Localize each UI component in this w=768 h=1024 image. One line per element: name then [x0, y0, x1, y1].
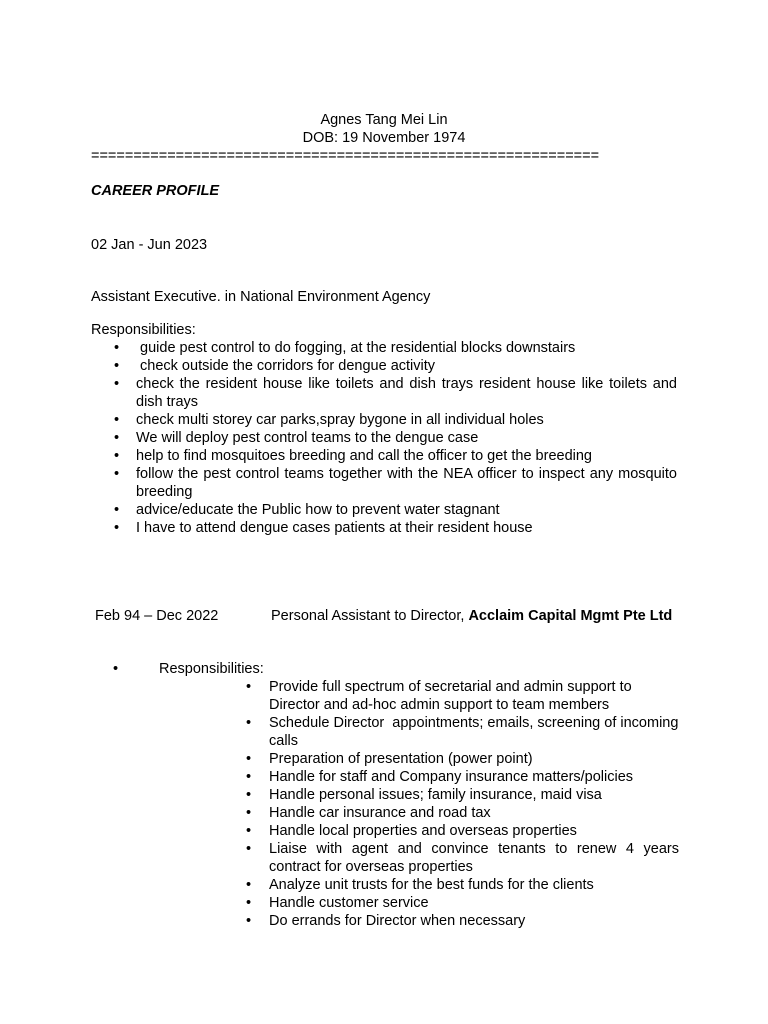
job2-title — [271, 607, 677, 625]
bullet-icon: • — [114, 340, 120, 356]
list-item: • Schedule Director appointments; emails, screening of incoming calls — [246, 715, 683, 749]
list-item: • Handle car insurance and road tax — [246, 805, 491, 821]
header-divider: ============================================================ — [91, 148, 600, 164]
bullet-icon: • — [246, 895, 252, 911]
bullet-icon: • — [114, 358, 120, 374]
list-item: • advice/educate the Public how to prevent water stagnant — [114, 502, 500, 518]
job2-responsibility-list — [246, 678, 683, 930]
bullet-icon: • — [246, 913, 252, 929]
bullet-icon: • — [114, 376, 120, 392]
list-item: • I have to attend dengue cases patients at their resident house — [114, 520, 533, 536]
list-item: • Analyze unit trusts for the best funds for the clients — [246, 877, 594, 893]
list-item: • We will deploy pest control teams to the dengue case — [114, 430, 479, 446]
bullet-icon: • — [246, 877, 252, 893]
bullet-icon: • — [114, 520, 120, 536]
bullet-icon: • — [246, 787, 252, 803]
job1-period: 02 Jan - Jun 2023 — [91, 237, 208, 253]
list-item: • guide pest control to do fogging, at the residential blocks downstairs — [114, 340, 576, 356]
career-profile-heading: CAREER PROFILE — [91, 183, 220, 199]
bullet-icon: • — [114, 466, 120, 482]
list-item: • Handle personal issues; family insurance, maid visa — [246, 787, 602, 803]
list-item: • check the resident house like toilets and dish trays resident house like toilets and dish trays — [114, 376, 677, 410]
job2-period: Feb 94 – Dec 2022 — [95, 608, 219, 624]
bullet-icon: • — [246, 751, 252, 767]
bullet-icon: • — [113, 661, 119, 677]
list-item: • Handle local properties and overseas properties — [246, 823, 577, 839]
candidate-name: Agnes Tang Mei Lin — [320, 112, 448, 128]
job1-responsibilities-label: Responsibilities: — [91, 322, 196, 338]
bullet-icon: • — [246, 841, 252, 857]
list-item: • follow the pest control teams together with the NEA officer to inspect any mosquito breeding — [114, 466, 677, 500]
date-of-birth: DOB: 19 November 1974 — [302, 130, 466, 146]
job1-responsibility-list — [114, 339, 677, 537]
bullet-icon: • — [246, 679, 252, 695]
list-item: • help to find mosquitoes breeding and call the officer to get the breeding — [114, 448, 592, 464]
bullet-icon: • — [246, 805, 252, 821]
list-item: • check multi storey car parks,spray bygone in all individual holes — [114, 412, 544, 428]
list-item: • Liaise with agent and convince tenants to renew 4 years contract for overseas properties — [246, 841, 679, 875]
bullet-icon: • — [246, 715, 252, 731]
bullet-icon: • — [114, 430, 120, 446]
job2-company: Acclaim Capital Mgmt Pte Ltd — [468, 608, 673, 624]
bullet-icon: • — [246, 823, 252, 839]
bullet-icon: • — [114, 448, 120, 464]
list-item: • check outside the corridors for dengue activity — [114, 358, 436, 374]
bullet-icon: • — [114, 412, 120, 428]
list-item: • Handle for staff and Company insurance matters/policies — [246, 769, 634, 785]
bullet-icon: • — [114, 502, 120, 518]
job2-responsibilities-label: Responsibilities: — [159, 661, 264, 677]
list-item: • Do errands for Director when necessary — [246, 913, 526, 929]
bullet-icon: • — [246, 769, 252, 785]
list-item: • Provide full spectrum of secretarial and admin support to Director and ad-hoc admin support to team members — [246, 679, 632, 713]
job2-role: Personal Assistant to Director, — [271, 608, 469, 624]
list-item: • Preparation of presentation (power point) — [246, 751, 533, 767]
list-item: • Handle customer service — [246, 895, 429, 911]
job1-title: Assistant Executive. in National Environment Agency — [91, 289, 431, 305]
